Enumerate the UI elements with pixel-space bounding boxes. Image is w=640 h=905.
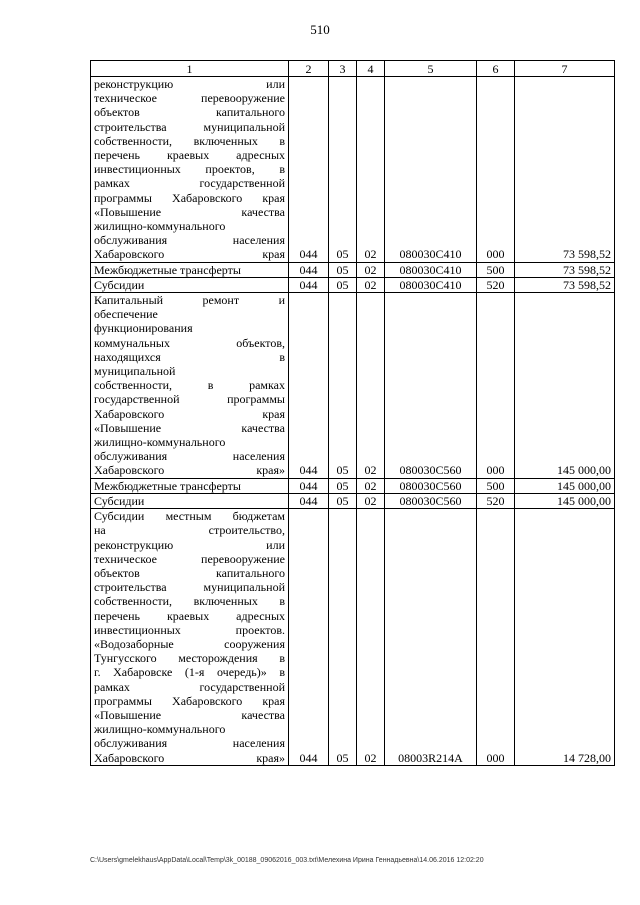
ministry-code: 044 (289, 293, 329, 479)
description-line: г. Хабаровске (1-я очередь)» в (94, 665, 285, 680)
subsection-code: 02 (357, 478, 385, 493)
description-line: Субсидии местным бюджетам (94, 509, 285, 524)
table-row (91, 293, 615, 479)
description-line: собственности, в рамках (94, 378, 285, 393)
description-line: реконструкцию или (94, 77, 285, 91)
description-line: программы Хабаровского края (94, 693, 285, 708)
subsection-code: 02 (357, 262, 385, 277)
target-article-code: 080030C560 (385, 293, 477, 479)
amount: 73 598,52 (515, 262, 615, 277)
subsection-code: 02 (357, 277, 385, 292)
description-line: Межбюджетные трансферты (94, 262, 241, 277)
column-header: 5 (385, 61, 477, 77)
expense-type-code: 000 (477, 77, 515, 263)
amount: 73 598,52 (515, 277, 615, 292)
table-row (91, 262, 615, 277)
ministry-code: 044 (289, 478, 329, 493)
subsection-code: 02 (357, 493, 385, 508)
target-article-code: 080030C410 (385, 77, 477, 263)
description-line: строительства муниципальной (94, 580, 285, 595)
row-description (91, 262, 289, 277)
description-line: «Водозаборные сооружения (94, 636, 285, 651)
description-line: собственности, включенных в (94, 594, 285, 609)
column-header: 1 (91, 61, 289, 77)
row-description (91, 509, 289, 766)
section-code: 05 (329, 277, 357, 292)
file-path-footer: C:\Users\gmelekhaus\AppData\Local\Temp\3k_00188_09062016_003.txt\Мелехина Ирина Геннадьевна\14.06.2016 12:02:20 (90, 857, 484, 864)
row-description (91, 293, 289, 479)
description-line: программы Хабаровского края (94, 190, 285, 205)
description-line: на строительство, (94, 523, 285, 538)
section-code: 05 (329, 262, 357, 277)
table-row (91, 277, 615, 292)
description-line: перечень краевых адресных (94, 148, 285, 163)
column-header: 4 (357, 61, 385, 77)
description-line: жилищно-коммунального (94, 722, 226, 737)
description-line: находящихся в (94, 349, 285, 364)
description-line: функционирования (94, 321, 193, 336)
amount: 14 728,00 (515, 509, 615, 766)
target-article-code: 080030C560 (385, 478, 477, 493)
description-line: обслуживания населения (94, 736, 285, 751)
table-row (91, 493, 615, 508)
description-line: Тунгусского месторождения в (94, 651, 285, 666)
description-line: муниципальной (94, 364, 176, 379)
description-line: объектов капитального (94, 565, 285, 580)
target-article-code: 080030C410 (385, 262, 477, 277)
ministry-code: 044 (289, 493, 329, 508)
expense-type-code: 500 (477, 262, 515, 277)
section-code: 05 (329, 293, 357, 479)
description-line: рамках государственной (94, 176, 285, 191)
amount: 73 598,52 (515, 77, 615, 263)
description-line: Хабаровского края» (94, 750, 285, 765)
column-header: 3 (329, 61, 357, 77)
description-line: перечень краевых адресных (94, 608, 285, 623)
description-line: инвестиционных проектов. (94, 622, 285, 637)
column-header: 6 (477, 61, 515, 77)
description-line: Хабаровского края» (94, 463, 285, 478)
description-line: техническое перевооружение (94, 91, 285, 106)
target-article-code: 08003R214A (385, 509, 477, 766)
description-line: обеспечение (94, 307, 158, 322)
description-line: собственности, включенных в (94, 133, 285, 148)
amount: 145 000,00 (515, 293, 615, 479)
description-line: Хабаровского края (94, 406, 285, 421)
row-description (91, 478, 289, 493)
subsection-code: 02 (357, 293, 385, 479)
target-article-code: 080030C410 (385, 277, 477, 292)
section-code: 05 (329, 478, 357, 493)
table-header-row (91, 61, 615, 77)
amount: 145 000,00 (515, 478, 615, 493)
description-line: инвестиционных проектов, в (94, 162, 285, 177)
description-line: жилищно-коммунального (94, 219, 226, 234)
budget-table (90, 60, 615, 766)
description-line: строительства муниципальной (94, 119, 285, 134)
expense-type-code: 520 (477, 277, 515, 292)
description-line: Субсидии (94, 493, 145, 508)
description-line: Субсидии (94, 277, 145, 292)
subsection-code: 02 (357, 77, 385, 263)
description-line: обслуживания населения (94, 449, 285, 464)
page-number: 510 (310, 22, 330, 37)
description-line: Хабаровского края (94, 247, 285, 262)
ministry-code: 044 (289, 77, 329, 263)
description-line: государственной программы (94, 392, 285, 407)
ministry-code: 044 (289, 277, 329, 292)
row-description (91, 277, 289, 292)
expense-type-code: 000 (477, 509, 515, 766)
description-line: жилищно-коммунального (94, 435, 226, 450)
amount: 145 000,00 (515, 493, 615, 508)
description-line: Межбюджетные трансферты (94, 478, 241, 493)
table-row (91, 478, 615, 493)
section-code: 05 (329, 493, 357, 508)
expense-type-code: 520 (477, 493, 515, 508)
description-line: «Повышение качества (94, 420, 285, 435)
description-line: рамках государственной (94, 679, 285, 694)
description-line: техническое перевооружение (94, 551, 285, 566)
column-header: 2 (289, 61, 329, 77)
section-code: 05 (329, 77, 357, 263)
expense-type-code: 000 (477, 293, 515, 479)
description-line: «Повышение качества (94, 707, 285, 722)
ministry-code: 044 (289, 509, 329, 766)
description-line: объектов капитального (94, 105, 285, 120)
subsection-code: 02 (357, 509, 385, 766)
table-row (91, 77, 615, 263)
row-description (91, 77, 289, 263)
description-line: коммунальных объектов, (94, 335, 285, 350)
description-line: Капитальный ремонт и (94, 293, 285, 308)
description-line: «Повышение качества (94, 204, 285, 219)
row-description (91, 493, 289, 508)
description-line: обслуживания населения (94, 233, 285, 248)
section-code: 05 (329, 509, 357, 766)
expense-type-code: 500 (477, 478, 515, 493)
target-article-code: 080030C560 (385, 493, 477, 508)
column-header: 7 (515, 61, 615, 77)
description-line: реконструкцию или (94, 537, 285, 552)
table-row (91, 509, 615, 766)
ministry-code: 044 (289, 262, 329, 277)
